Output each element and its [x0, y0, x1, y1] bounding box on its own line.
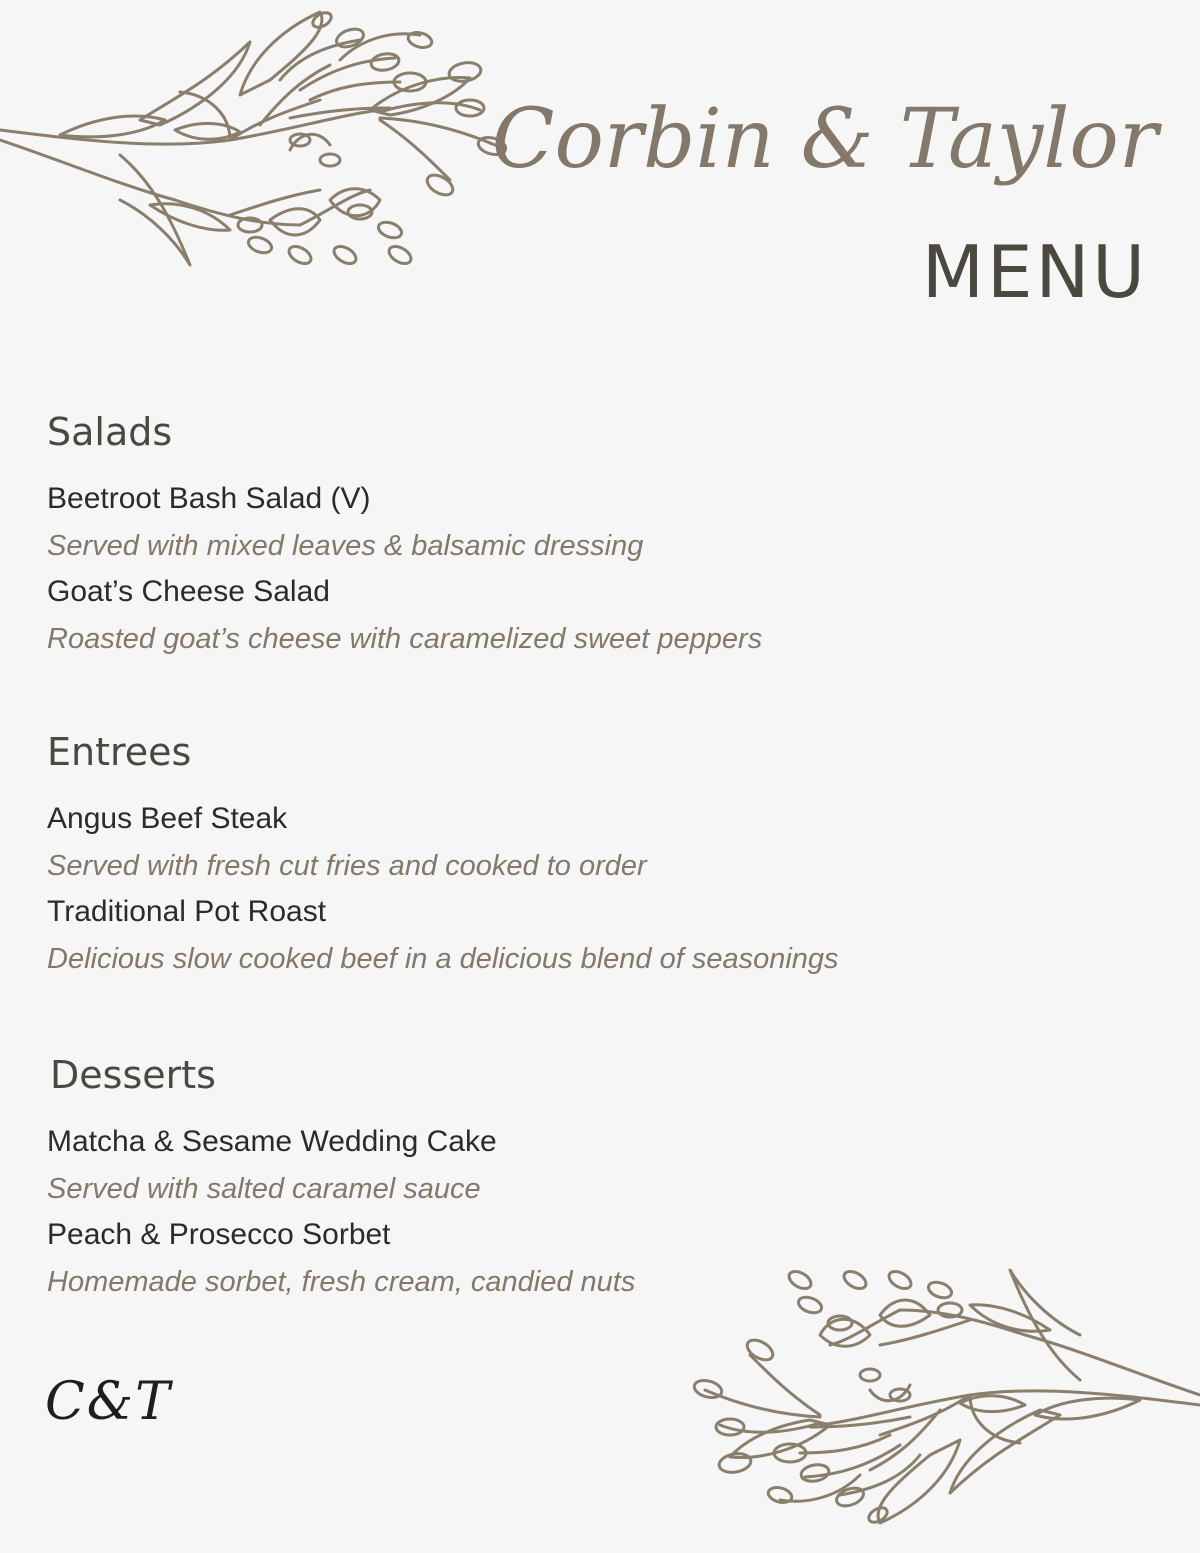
section-heading: Entrees [47, 730, 192, 774]
section-salads [47, 410, 762, 662]
menu-item-list [47, 1119, 635, 1305]
section-heading: Desserts [50, 1053, 216, 1097]
menu-item-list [47, 796, 839, 982]
couple-names: Corbin & Taylor [491, 92, 1158, 187]
menu-item-name: Traditional Pot Roast [47, 895, 327, 928]
menu-item-name: Matcha & Sesame Wedding Cake [47, 1125, 497, 1158]
menu-item-list [47, 476, 762, 662]
menu-item-name: Beetroot Bash Salad (V) [47, 482, 371, 515]
menu-item-description: Homemade sorbet, fresh cream, candied nuts [47, 1265, 636, 1298]
section-desserts [47, 1053, 636, 1305]
floral-branch-bottom-icon [660, 1235, 1200, 1535]
menu-item-description: Served with salted caramel sauce [47, 1172, 481, 1205]
menu-item-description: Delicious slow cooked beef in a delicious blend of seasonings [47, 942, 839, 975]
section-heading: Salads [47, 410, 173, 454]
menu-item-name: Goat’s Cheese Salad [47, 575, 330, 608]
floral-branch-top-icon [0, 0, 520, 290]
monogram: C&T [45, 1372, 172, 1432]
menu-title: MENU [921, 230, 1148, 314]
menu-item-description: Roasted goat’s cheese with caramelized sweet peppers [47, 622, 763, 655]
menu-item-name: Angus Beef Steak [47, 802, 288, 835]
menu-item-name: Peach & Prosecco Sorbet [47, 1218, 391, 1251]
menu-item-description: Served with mixed leaves & balsamic dressing [47, 529, 644, 562]
menu-item-description: Served with fresh cut fries and cooked to order [47, 849, 647, 882]
section-entrees [47, 730, 839, 982]
